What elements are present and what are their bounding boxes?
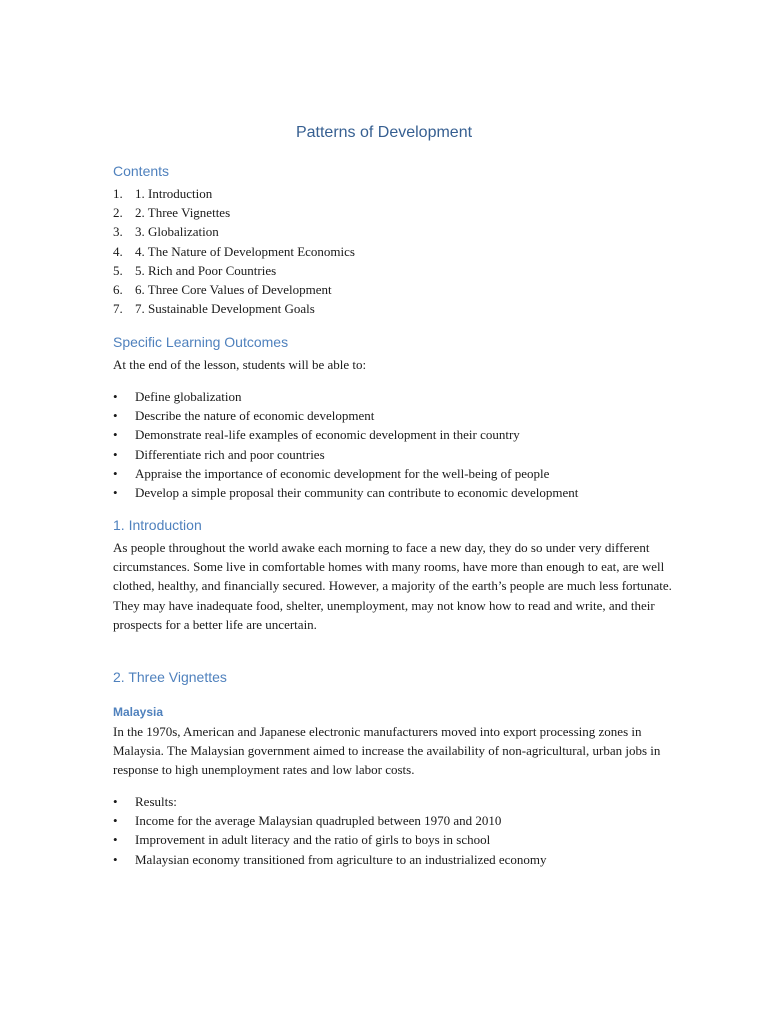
contents-item-number: 7. [113,301,123,317]
list-item-text: Improvement in adult literacy and the ratio of girls to boys in school [135,832,491,848]
bullet-icon: • [113,851,118,867]
bullet-icon: • [113,408,118,424]
list-item-text: Differentiate rich and poor countries [135,446,325,462]
contents-heading: Contents [113,163,170,179]
bullet-icon: • [113,832,118,848]
list-item-text: Define globalization [135,389,242,404]
contents-item-label: 4. The Nature of Development Economics [135,243,355,259]
list-item-text: Malaysian economy transitioned from agriculture to an industrialized economy [135,851,547,867]
bullet-icon: • [113,465,118,481]
contents-item-label: 6. Three Core Values of Development [135,281,332,297]
contents-item-number: 3. [113,224,123,240]
list-item-text: Income for the average Malaysian quadrupled between 1970 and 2010 [135,813,502,829]
malaysia-paragraph: In the 1970s, American and Japanese electronic manufacturers moved into export processing zones in Malaysia. The Malaysian government aimed to increase the availability of non-agricultural, urban jobs in response to high unemployment rates and low labor costs. [113,724,661,778]
contents-item-number: 2. [113,205,123,221]
vignettes-heading: 2. Three Vignettes [113,669,227,685]
list-item-text: Describe the nature of economic development [135,408,375,424]
list-item-text: Appraise the importance of economic development for the well-being of people [135,465,550,481]
bullet-icon: • [113,389,118,404]
bullet-icon: • [113,794,118,809]
list-item-text: Results: [135,794,177,809]
outcomes-intro: At the end of the lesson, students will be able to: [113,357,367,372]
contents-item-number: 6. [113,281,123,297]
contents-item-label: 1. Introduction [135,186,213,201]
bullet-icon: • [113,446,118,462]
contents-item-number: 4. [113,243,123,259]
contents-item-label: 3. Globalization [135,224,219,240]
document-title: Patterns of Development [295,124,473,141]
bullet-icon: • [113,813,118,829]
malaysia-subheading: Malaysia [113,705,164,719]
contents-item-label: 7. Sustainable Development Goals [135,301,315,317]
contents-item-label: 2. Three Vignettes [135,205,231,221]
outcomes-heading: Specific Learning Outcomes [113,334,289,350]
contents-item-number: 5. [113,262,123,278]
bullet-icon: • [113,427,118,443]
introduction-paragraph: As people throughout the world awake each morning to face a new day, they do so under very different circumstances. Some live in comfortable homes with many rooms, have more than enough to eat, are well clothed, healthy, and financially secured. However, a majority of the earth’s people are much less fortunate. They may have inadequate food, shelter, unemployment, may not know how to read and write, and their prospects for a better life are uncertain. [113,540,672,632]
list-item-text: Develop a simple proposal their community can contribute to economic development [135,484,579,500]
list-item-text: Demonstrate real-life examples of economic development in their country [135,427,520,443]
introduction-heading: 1. Introduction [113,517,202,533]
bullet-icon: • [113,484,118,500]
contents-item-number: 1. [113,186,123,201]
contents-item-label: 5. Rich and Poor Countries [135,262,277,278]
